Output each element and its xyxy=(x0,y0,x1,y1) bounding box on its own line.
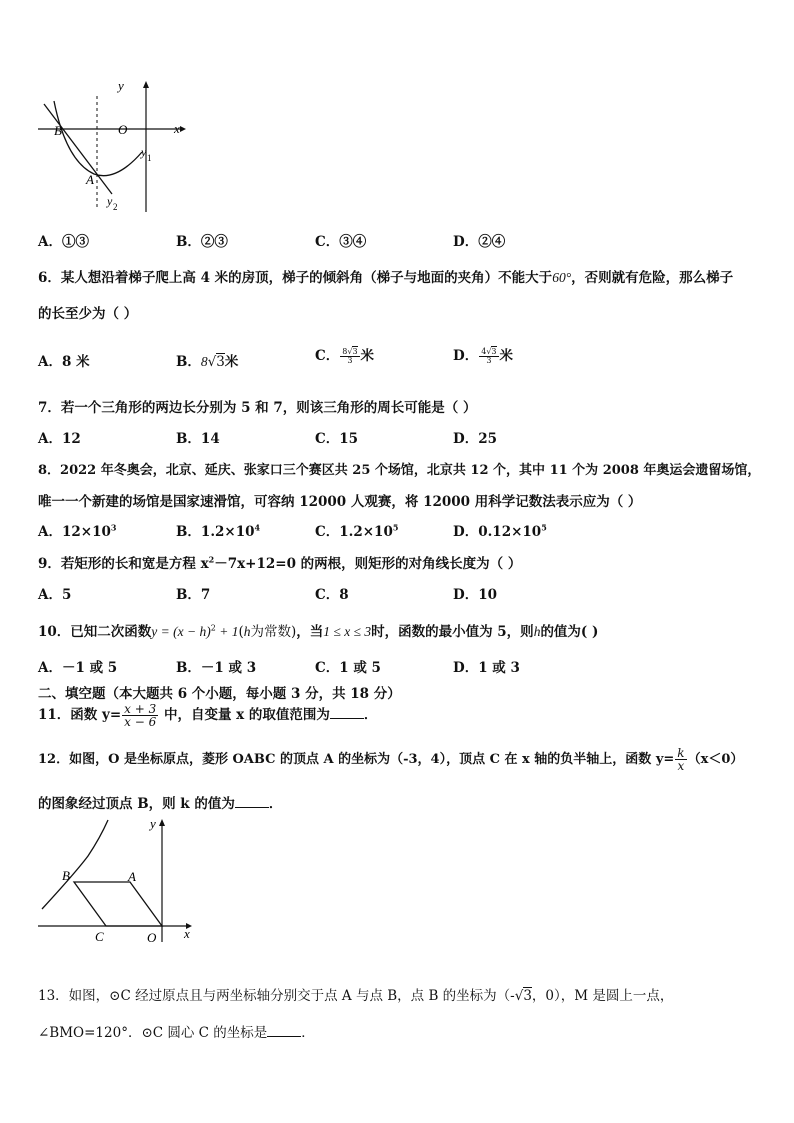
option-label: A． xyxy=(38,524,62,540)
option-label: D． xyxy=(453,660,479,676)
option-base: 1.2×10 xyxy=(200,524,255,540)
label-y2-sub: 2 xyxy=(113,202,118,212)
q8-option-a[interactable] xyxy=(38,520,116,540)
option-value: 14 xyxy=(200,431,220,447)
q12-line2-text: 的图象经过顶点 B，则 k 的值为 xyxy=(38,796,235,812)
q10-cond: 1 ≤ x ≤ 3 xyxy=(323,624,372,639)
q11-pre: 11．函数 y= xyxy=(38,707,122,723)
q12-line1 xyxy=(38,747,743,772)
sqrt-sign: √ xyxy=(514,988,524,1004)
q5-option-b[interactable] xyxy=(176,230,228,250)
q9-option-d[interactable] xyxy=(453,583,497,603)
option-label: B． xyxy=(176,354,201,370)
option-value: －1 或 3 xyxy=(200,660,257,676)
q7-text: 7．若一个三角形的两边长分别为 5 和 7，则该三角形的周长可能是（ ） xyxy=(38,400,477,416)
line-y2 xyxy=(44,104,112,194)
q13-answer-blank[interactable] xyxy=(267,1025,301,1037)
q10-h-ref: h xyxy=(533,624,541,639)
option-label: C． xyxy=(315,348,340,364)
option-value: 12 xyxy=(61,431,81,447)
label-a: A xyxy=(86,172,94,187)
q6-option-a[interactable] xyxy=(38,350,90,370)
option-label: D． xyxy=(453,587,479,603)
label-c: C xyxy=(95,929,104,944)
q8-option-c[interactable] xyxy=(315,520,398,540)
option-label: D． xyxy=(453,431,479,447)
q10-pre: 10．已知二次函数 xyxy=(38,624,152,640)
option-value: 1 或 3 xyxy=(478,660,520,676)
label-b: B xyxy=(54,123,62,138)
coef: 8 xyxy=(200,354,208,369)
option-label: A． xyxy=(38,234,62,250)
q10-paren: ( xyxy=(238,624,244,640)
q7-option-d[interactable] xyxy=(453,427,497,447)
option-label: A． xyxy=(38,660,62,676)
option-label: A． xyxy=(38,431,62,447)
q13-line1 xyxy=(38,984,673,1004)
curve-y1 xyxy=(54,101,142,176)
q11-denominator: x − 6 xyxy=(124,715,157,729)
q9-option-a[interactable] xyxy=(38,583,71,603)
q10-h: h xyxy=(243,624,251,639)
q11-fraction xyxy=(122,703,158,728)
hyperbola-curve xyxy=(42,820,108,909)
q8-line1: 8．2022 年冬奥会，北京、延庆、张家口三个赛区共 25 个场馆，北京共 12 个，其中 11 个为 2008 年奥运会遗留场馆， xyxy=(38,463,761,478)
q10-option-d[interactable] xyxy=(453,656,520,676)
q8-option-d[interactable] xyxy=(453,520,547,540)
q10-formula-exp: 2 xyxy=(210,623,216,633)
option-base: 1.2×10 xyxy=(339,524,393,540)
q10-mid: 时，函数的最小值为 5，则 xyxy=(371,624,534,640)
option-base: 0.12×10 xyxy=(478,524,542,540)
sqrt-sign: √ xyxy=(207,354,217,370)
option-value: 1 或 5 xyxy=(339,660,381,676)
q13-line2 xyxy=(38,1021,315,1041)
q9-option-c[interactable] xyxy=(315,583,349,603)
rhombus-hyperbola-figure xyxy=(36,814,198,946)
q12-cond: （x＜0） xyxy=(687,752,744,767)
unit: 米 xyxy=(360,348,375,364)
q10-text xyxy=(38,620,598,640)
q12-numerator: k xyxy=(677,746,685,760)
q9-exp: 2 xyxy=(208,554,215,565)
option-label: C． xyxy=(315,660,340,676)
option-value: 5 xyxy=(61,587,72,603)
label-o: O xyxy=(118,122,128,137)
q11-answer-blank[interactable] xyxy=(330,707,364,719)
q10-end: 的值为( ) xyxy=(540,624,599,640)
label-y1-sub: 1 xyxy=(147,153,152,163)
q9-text xyxy=(38,552,521,572)
option-value: ③④ xyxy=(339,234,367,250)
label-y: y xyxy=(150,816,156,831)
option-exp: 5 xyxy=(541,522,547,533)
q6-option-c[interactable] xyxy=(315,344,374,365)
q9-pre: 9．若矩形的长和宽是方程 x xyxy=(38,556,209,572)
label-y1: y xyxy=(141,145,147,159)
option-value: 10 xyxy=(478,587,498,603)
option-label: C． xyxy=(315,587,340,603)
option-label: B． xyxy=(176,234,201,250)
q13-end: ． xyxy=(301,1025,315,1041)
option-value: 8 米 xyxy=(61,354,90,370)
option-exp: 3 xyxy=(110,522,117,533)
q5-option-d[interactable] xyxy=(453,230,505,250)
q6-option-d[interactable] xyxy=(453,344,513,365)
q5-option-c[interactable] xyxy=(315,230,366,250)
label-a: A xyxy=(128,869,136,884)
option-label: D． xyxy=(453,348,479,364)
q7-option-c[interactable] xyxy=(315,427,358,447)
q6-text-pre: 6．某人想沿着梯子爬上高 4 米的房顶，梯子的倾斜角（梯子与地面的夹角）不能大于 xyxy=(38,270,553,286)
option-label: C． xyxy=(315,431,340,447)
option-value: 25 xyxy=(478,431,498,447)
x-axis-arrow xyxy=(180,126,186,132)
q9-option-b[interactable] xyxy=(176,583,210,603)
option-value: ②④ xyxy=(478,234,506,250)
option-base: 12×10 xyxy=(61,524,111,540)
label-x: x xyxy=(174,121,180,136)
q12-answer-blank[interactable] xyxy=(235,796,269,808)
option-label: B． xyxy=(176,431,201,447)
label-b: B xyxy=(62,868,70,883)
option-value: 8 xyxy=(339,587,349,603)
option-value: ②③ xyxy=(200,234,228,250)
option-label: D． xyxy=(453,524,479,540)
option-value: 7 xyxy=(200,587,211,603)
q6-text-post: ，否则就有危险，那么梯子 xyxy=(571,270,734,286)
q12-end: ． xyxy=(268,796,283,812)
rhombus-oabc xyxy=(74,882,162,926)
label-y: y xyxy=(118,78,124,93)
q11-numerator: x + 3 xyxy=(124,702,157,716)
option-exp: 4 xyxy=(254,522,261,533)
q8-line2: 唯一一个新建的场馆是国家速滑馆，可容纳 12000 人观赛，将 12000 用科学记数法表示应为（ ） xyxy=(38,494,642,510)
q12-denominator: x xyxy=(677,759,685,773)
q6-line1 xyxy=(38,266,733,286)
option-value: 15 xyxy=(339,431,359,447)
section-heading-fill-in: 二、填空题（本大题共 6 个小题，每小题 3 分，共 18 分） xyxy=(38,686,401,702)
option-exp: 5 xyxy=(392,522,399,533)
q13-post: ，0），M 是圆上一点， xyxy=(531,988,674,1004)
q9-post: －7x+12=0 的两根，则矩形的对角线长度为（ ） xyxy=(214,556,522,572)
option-label: B． xyxy=(176,587,201,603)
q10-option-a[interactable] xyxy=(38,656,117,676)
y-axis-arrow xyxy=(159,819,165,826)
q10-option-c[interactable] xyxy=(315,656,381,676)
option-label: A． xyxy=(38,587,62,603)
q6-option-b[interactable] xyxy=(176,350,238,370)
q12-text: 12．如图，O 是坐标原点，菱形 OABC 的顶点 A 的坐标为（-3，4），顶点 C 在 x 轴的负半轴上，函数 y= xyxy=(38,752,675,767)
fraction: $\frac{4√3}{3}$ xyxy=(481,347,497,365)
option-value: ①③ xyxy=(61,234,89,250)
option-label: A． xyxy=(38,354,62,370)
q12-line2 xyxy=(38,792,282,812)
q11-end: ． xyxy=(363,707,378,723)
label-o: O xyxy=(147,930,157,945)
q11-text xyxy=(38,703,377,728)
q6-line2: 的长至少为（ ） xyxy=(38,306,138,322)
q11-post: 中，自变量 x 的取值范围为 xyxy=(159,707,330,723)
q7-option-b[interactable] xyxy=(176,427,220,447)
q10-cond-pre: ，当 xyxy=(296,624,324,640)
q13-pre: 13．如图，⊙C 经过原点且与两坐标轴分别交于点 A 与点 B，点 B 的坐标为（- xyxy=(38,988,515,1004)
q12-fraction xyxy=(675,747,686,772)
unit: 米 xyxy=(224,354,239,370)
option-label: B． xyxy=(176,660,201,676)
q5-option-a[interactable] xyxy=(38,230,89,250)
q10-formula-post: + 1 xyxy=(215,624,239,639)
option-label: B． xyxy=(176,524,201,540)
q10-option-b[interactable] xyxy=(176,656,256,676)
q6-angle: 60° xyxy=(552,270,572,285)
option-label: D． xyxy=(453,234,479,250)
option-label: C． xyxy=(315,234,340,250)
q8-option-b[interactable] xyxy=(176,520,260,540)
q13-line2-text: ∠BMO=120°．⊙C 圆心 C 的坐标是 xyxy=(38,1025,268,1041)
parabola-graph-figure xyxy=(34,76,194,216)
q13-radicand: 3 xyxy=(523,988,532,1004)
unit: 米 xyxy=(499,348,514,364)
q7-option-a[interactable] xyxy=(38,427,81,447)
y-axis-arrow xyxy=(143,81,149,88)
label-y2: y xyxy=(107,194,113,208)
option-value: －1 或 5 xyxy=(61,660,118,676)
fraction: $\frac{8√3}{3}$ xyxy=(342,347,358,365)
q10-formula: y = (x − h) xyxy=(151,624,211,639)
option-label: C． xyxy=(315,524,340,540)
radicand: 3 xyxy=(216,354,225,370)
label-x: x xyxy=(184,926,190,941)
q10-paren-text: 为常数) xyxy=(250,624,297,640)
